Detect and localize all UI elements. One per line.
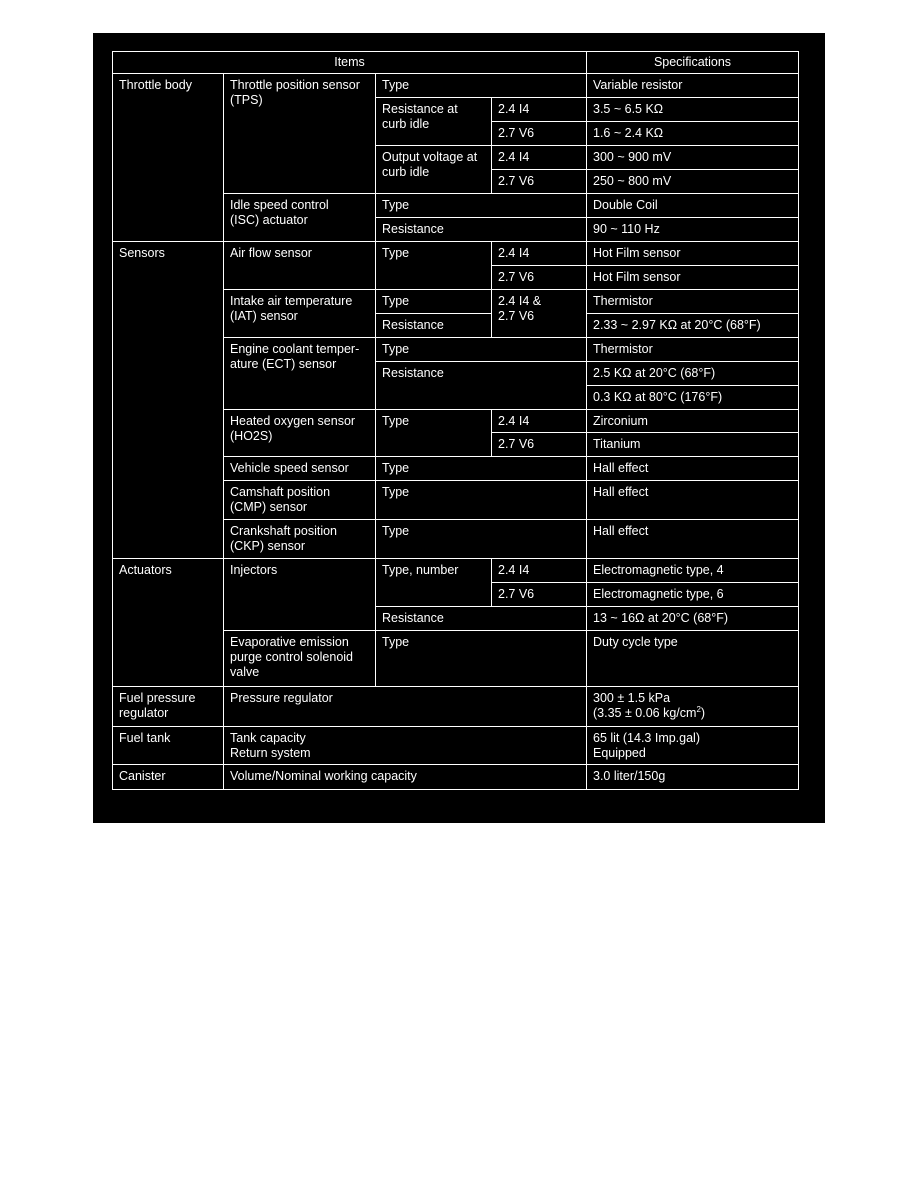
injectors-value-27: Electromagnetic type, 6 (587, 583, 799, 607)
tps-type-value: Variable resistor (587, 74, 799, 98)
table-row (113, 74, 799, 98)
iat-resistance-label: Resistance (376, 314, 492, 338)
tps-resistance-label: Resistance at curb idle (376, 98, 492, 146)
pressure-regulator-value (587, 687, 799, 727)
tps-volt-value-27: 250 ~ 800 mV (587, 170, 799, 194)
item-pressure-regulator: Pressure regulator (224, 687, 587, 727)
group-sensors: Sensors (113, 242, 224, 559)
items-header: Items (113, 52, 587, 74)
isc-type-label: Type (376, 194, 587, 218)
item-ho2s: Heated oxygen sensor (HO2S) (224, 410, 376, 457)
iat-type-value: Thermistor (587, 290, 799, 314)
canister-value: 3.0 liter/150g (587, 765, 799, 790)
tps-volt-engine-27: 2.7 V6 (492, 170, 587, 194)
table-row (113, 242, 799, 266)
table-row (113, 559, 799, 583)
ckp-type-value: Hall effect (587, 520, 799, 559)
injectors-resistance-label: Resistance (376, 607, 587, 631)
group-actuators: Actuators (113, 559, 224, 687)
ho2s-engine-27: 2.7 V6 (492, 433, 587, 457)
injectors-engine-24: 2.4 I4 (492, 559, 587, 583)
group-throttle-body: Throttle body (113, 74, 224, 242)
table-row (113, 687, 799, 727)
injectors-type-label: Type, number (376, 559, 492, 607)
item-injectors: Injectors (224, 559, 376, 631)
item-iat-sensor: Intake air temperature (IAT) sensor (224, 290, 376, 338)
group-fuel-tank: Fuel tank (113, 727, 224, 765)
air-flow-type-label: Type (376, 242, 492, 290)
item-isc: Idle speed control (ISC) actuator (224, 194, 376, 242)
item-ect-sensor: Engine coolant temper- ature (ECT) sensor (224, 338, 376, 410)
group-canister: Canister (113, 765, 224, 790)
ckp-type-label: Type (376, 520, 587, 559)
isc-resistance-label: Resistance (376, 218, 587, 242)
ho2s-type-label: Type (376, 410, 492, 457)
pressure-kgcm2-prefix: (3.35 ± 0.06 kg/cm (593, 706, 697, 720)
table-row (113, 727, 799, 765)
evap-type-value: Duty cycle type (587, 631, 799, 687)
pressure-value-kpa: 300 ± 1.5 kPa (593, 691, 671, 705)
cmp-type-label: Type (376, 481, 587, 520)
item-air-flow-sensor: Air flow sensor (224, 242, 376, 290)
air-flow-value-27: Hot Film sensor (587, 266, 799, 290)
ect-resistance-label: Resistance (376, 362, 587, 410)
injectors-value-24: Electromagnetic type, 4 (587, 559, 799, 583)
ho2s-engine-24: 2.4 I4 (492, 410, 587, 433)
table-row (113, 765, 799, 790)
cmp-type-value: Hall effect (587, 481, 799, 520)
item-tps: Throttle position sensor (TPS) (224, 74, 376, 194)
item-evap-solenoid: Evaporative emission purge control solenoid valve (224, 631, 376, 687)
air-flow-engine-24: 2.4 I4 (492, 242, 587, 266)
injectors-engine-27: 2.7 V6 (492, 583, 587, 607)
item-cmp: Camshaft position (CMP) sensor (224, 481, 376, 520)
item-vss: Vehicle speed sensor (224, 457, 376, 481)
ect-resistance-value-2: 0.3 KΩ at 80°C (176°F) (587, 386, 799, 410)
ect-resistance-value-1: 2.5 KΩ at 20°C (68°F) (587, 362, 799, 386)
specifications-header: Specifications (587, 52, 799, 74)
iat-resistance-value: 2.33 ~ 2.97 KΩ at 20°C (68°F) (587, 314, 799, 338)
evap-type-label: Type (376, 631, 587, 687)
vss-type-label: Type (376, 457, 587, 481)
spec-panel (93, 33, 825, 823)
isc-resistance-value: 90 ~ 110 Hz (587, 218, 799, 242)
specifications-table (112, 51, 799, 790)
pressure-kgcm2-superscript: 2 (696, 704, 701, 714)
item-ckp: Crankshaft position (CKP) sensor (224, 520, 376, 559)
tps-type-label: Type (376, 74, 587, 98)
table-header-row (113, 52, 799, 74)
tps-voltage-label: Output voltage at curb idle (376, 146, 492, 194)
iat-type-label: Type (376, 290, 492, 314)
iat-engines: 2.4 I4 & 2.7 V6 (492, 290, 587, 338)
tps-res-value-24: 3.5 ~ 6.5 KΩ (587, 98, 799, 122)
air-flow-engine-27: 2.7 V6 (492, 266, 587, 290)
tps-res-engine-27: 2.7 V6 (492, 122, 587, 146)
ect-type-label: Type (376, 338, 587, 362)
ho2s-value-24: Zirconium (587, 410, 799, 433)
air-flow-value-24: Hot Film sensor (587, 242, 799, 266)
vss-type-value: Hall effect (587, 457, 799, 481)
item-canister-capacity: Volume/Nominal working capacity (224, 765, 587, 790)
injectors-resistance-value: 13 ~ 16Ω at 20°C (68°F) (587, 607, 799, 631)
tps-res-value-27: 1.6 ~ 2.4 KΩ (587, 122, 799, 146)
group-fuel-pressure-regulator: Fuel pressure regulator (113, 687, 224, 727)
tps-res-engine-24: 2.4 I4 (492, 98, 587, 122)
isc-type-value: Double Coil (587, 194, 799, 218)
pressure-value-kgcm2 (593, 706, 792, 721)
pressure-kgcm2-suffix: ) (700, 706, 706, 720)
ho2s-value-27: Titanium (587, 433, 799, 457)
tank-capacity-value: 65 lit (14.3 Imp.gal) Equipped (587, 727, 799, 765)
ect-type-value: Thermistor (587, 338, 799, 362)
item-tank-capacity: Tank capacity Return system (224, 727, 587, 765)
tps-volt-engine-24: 2.4 I4 (492, 146, 587, 170)
tps-volt-value-24: 300 ~ 900 mV (587, 146, 799, 170)
